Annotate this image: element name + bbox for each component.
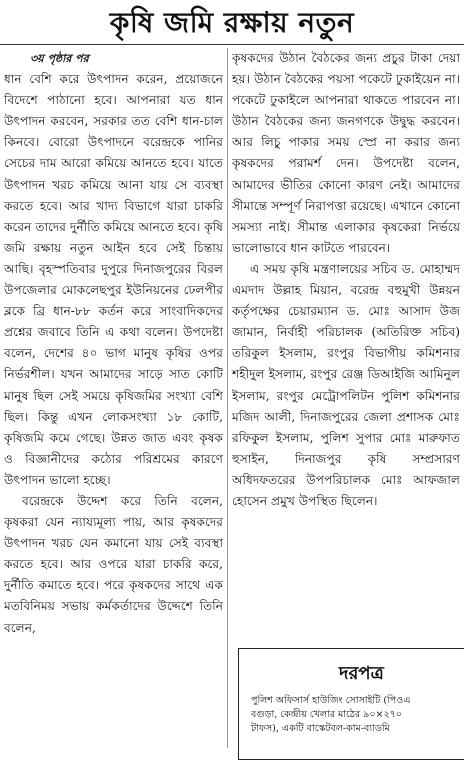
tender-line: বগুড়া, কেন্দ্রীয় খেলার মাঠের ৯০×২৭০ [251,709,402,720]
headline-rule [0,44,464,45]
article-column-left [4,48,223,748]
continued-from-label: ৩য় পৃষ্ঠার পর [30,52,89,65]
tender-line: পুলিশ অফিসার্স হাউজিং সোসাইটি (পিওএ [251,695,411,706]
article-paragraph: এ সময় কৃষি মন্ত্রণালয়ের সচিব ড. মোহাম্মদ এমদাদ উল্লাহ মিয়ান, বরেন্দ্র বহুমুখী উন্নয়ন কর্তৃপক্ষের চেয়ারম্যান ড. মোঃ আসাদ উজ জামান, নির্বাহী পরিচালক (অতিরিক্ত সচিব) তরিকুল ইসলাম, রংপুর বিভাগীয় কমিশনার শহীদুল ইসলাম, রংপুর রেঞ্জ ডিআইজি আমিনুল ইসলাম, রংপুর মেট্রোপলিটন পুলিশ কমিশনার মজিদ আলী, দিনাজপুরের জেলা প্রশাসক মোঃ রফিকুল ইসলাম, পুলিশ সুপার মোঃ মারুফাত হুসাইন, দিনাজপুর কৃষি সম্প্রসারণ অধিদফতরের উপপরিচালক মোঃ আফজাল হোসেন প্রমুখ উপস্থিত ছিলেন। [232,261,460,508]
column-divider [227,48,228,748]
tender-body [251,694,464,736]
article-headline: কৃষি জমি রক্ষায় নতুন [109,6,355,39]
tender-notice-box [238,648,464,760]
tender-line: টাফস), একটি বাস্কেটবল-কাম-ব্যাডমি [251,723,390,734]
article-paragraph: ধান বেশি করে উৎপাদন করেন, প্রয়োজনে বিদেশে পাঠানো হবে। আপনারা যত ধান উৎপাদন করবেন, সরকার তত বেশি ধান-চাল কিনবে। বোরো উৎপাদনে বরেন্দ্রকে পানির সেচের দাম আরো কমিয়ে আনতে হবে। যাতে উৎপাদন খরচ কমিয়ে আনা যায় সে ব্যবস্থা করতে হবে। আর খাদ্য বিভাগে যারা চাকরি করেন তাদের দুর্নীতি কমিয়ে আনতে হবে। কৃষি জমি রক্ষায় নতুন আইন হবে সেই চিন্তায় আছি। বৃহস্পতিবার দুপুরে দিনাজপুরের বিরল উপজেলার মোকলেছপুর ইউনিয়নের ঢেলপীর ব্লকে ব্রি ধান-৮৮ কর্তন করে সাংবাদিকদের প্রশ্নের জবাবে তিনি এ কথা বলেন। উপদেষ্টা বলেন, দেশের ৪০ ভাগ মানুষ কৃষির ওপর নির্ভরশীল। যখন আমাদের সাড়ে সাত কোটি মানুষ ছিল সেই সময়ে কৃষিজমির সংখ্যা বেশি ছিল। কিন্তু এখন লোকসংখ্যা ১৮ কোটি, কৃষিজমি কমে গেছে। উন্নত জাত এবং কৃষক ও বিজ্ঞানীদের কঠোর পরিশ্রমের কারণে উৎপাদন ভালো হচ্ছে। [4,72,223,487]
article-column-right [232,48,460,648]
article-paragraph: কৃষকদের উঠান বৈঠকের জন্য প্রচুর টাকা দেয়া হয়। উঠান বৈঠকের পয়সা পকেটে ঢুকাইয়েন না। পকেটে ঢুকাইলে আপনারা থাকতে পারবেন না। উঠান বৈঠকের জন্য জনগণকে উদ্বুদ্ধ করবেন। আর লিচু পাকার সময় স্প্রে না করার জন্য কৃষকদের পরামর্শ দেন। উপদেষ্টা বলেন, আমাদের ভীতির কোনো কারণ নেই। আমাদের সীমান্তে সম্পূর্ণ নিরাপত্তা রয়েছে। এখানে কোনো সমস্যা নাই। সীমান্ত এলাকার কৃষকেরা নির্ভয়ে ভালোভাবে ধান কাটতে পারবেন। [232,51,460,255]
tender-title: দরপত্র [339,663,384,684]
article-paragraph: বরেন্দ্রকে উদ্দেশ করে তিনি বলেন, কৃষকরা যেন ন্যায্যমূল্য পায়, আর কৃষকদের উৎপাদন খরচ যেন কমানো যায় সেই ব্যবস্থা করতে হবে। আর ওপরে যারা চাকরি করে, দুর্নীতি কমাতে হবে। পরে কৃষকদের সাথে এক মতবিনিময় সভায় কর্মকর্তাদের উদ্দেশে তিনি বলেন, [4,493,223,635]
